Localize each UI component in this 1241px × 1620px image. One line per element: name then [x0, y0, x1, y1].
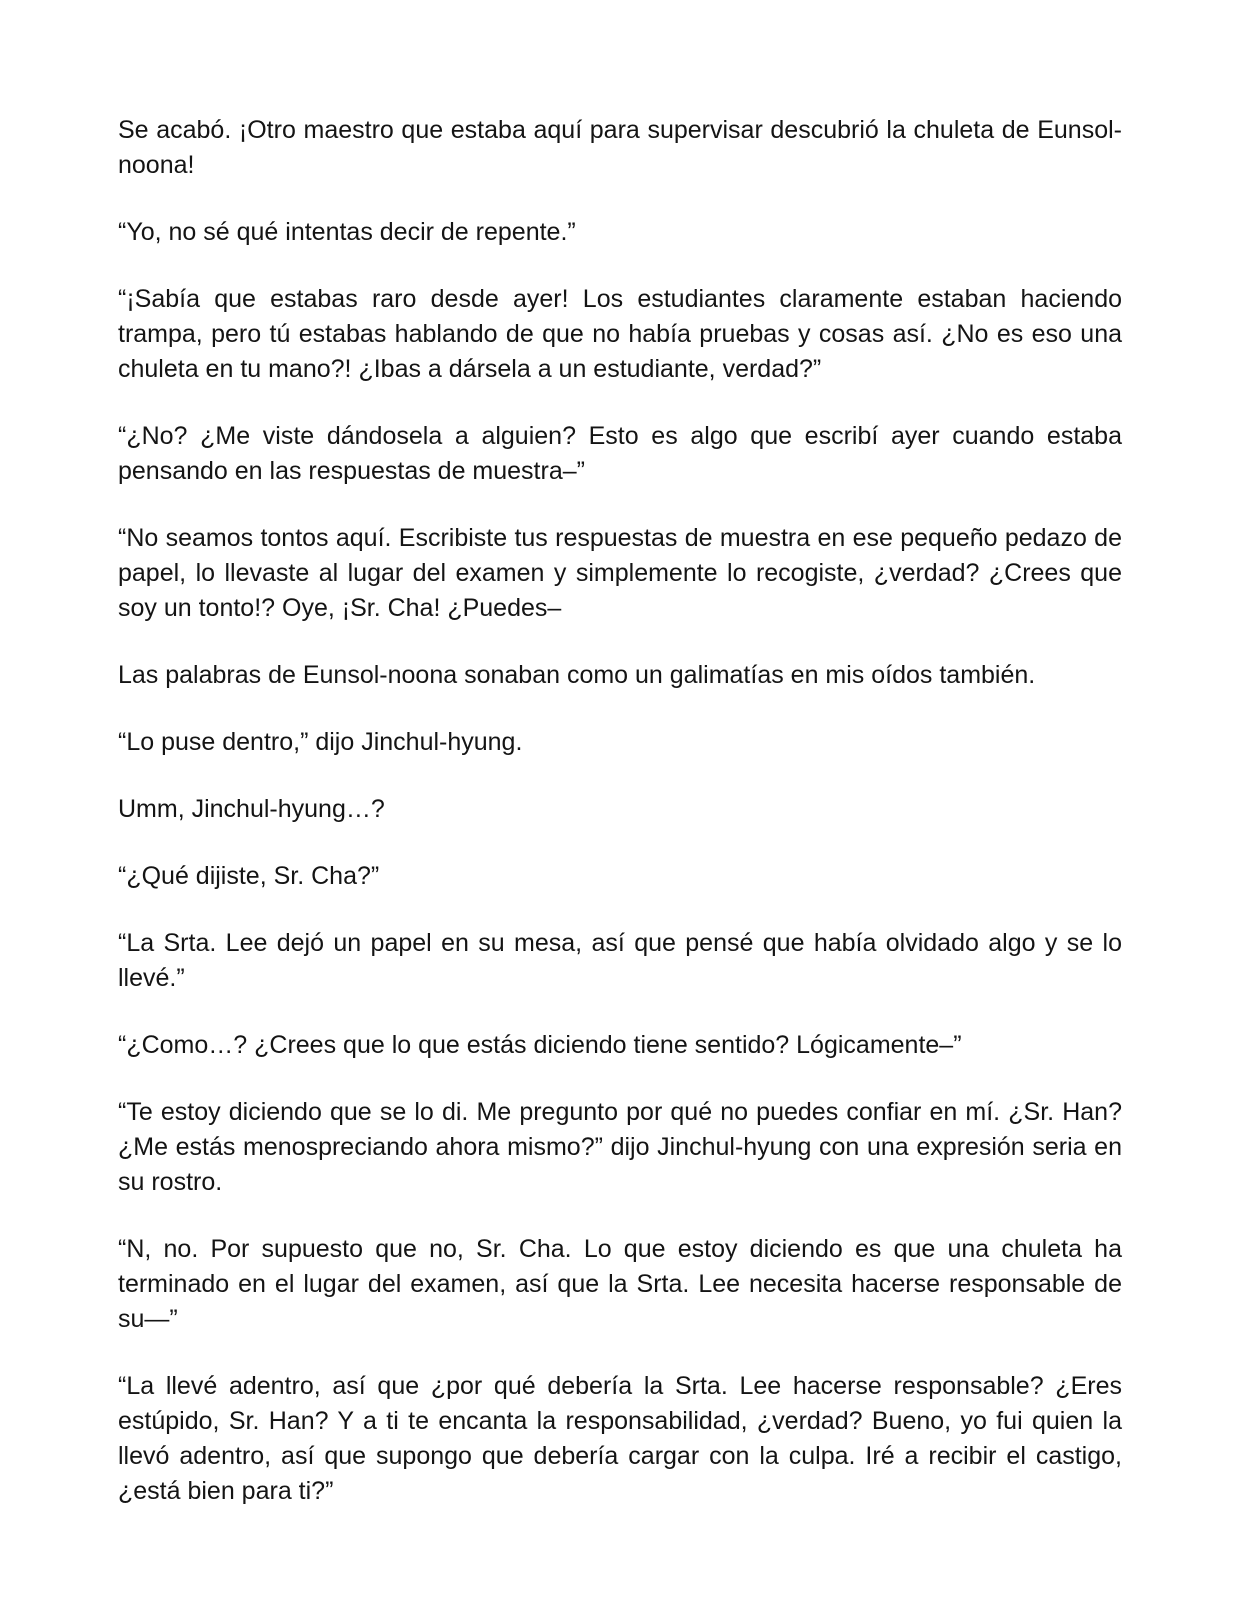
paragraph-4: “¿No? ¿Me viste dándosela a alguien? Esto es algo que escribí ayer cuando estaba pensando en las respuestas de muestra–” — [118, 422, 1122, 485]
paragraph-8: Umm, Jinchul-hyung…? — [118, 795, 385, 823]
paragraph-12: “Te estoy diciendo que se lo di. Me pregunto por qué no puedes confiar en mí. ¿Sr. Han? ¿Me estás menospreciando ahora mismo?” dijo Jinchul-hyung con una expresión seria en su rostro. — [118, 1098, 1122, 1196]
paragraph-2: “Yo, no sé qué intentas decir de repente.” — [118, 218, 576, 246]
paragraph-1: Se acabó. ¡Otro maestro que estaba aquí para supervisar descubrió la chuleta de Eunsol-noona! — [118, 116, 1122, 179]
paragraph-7: “Lo puse dentro,” dijo Jinchul-hyung. — [118, 728, 523, 756]
paragraph-13: “N, no. Por supuesto que no, Sr. Cha. Lo que estoy diciendo es que una chuleta ha terminado en el lugar del examen, así que la Srta. Lee necesita hacerse responsable de su—” — [118, 1235, 1122, 1333]
paragraph-5: “No seamos tontos aquí. Escribiste tus respuestas de muestra en ese pequeño pedazo de papel, lo llevaste al lugar del examen y simplemente lo recogiste, ¿verdad? ¿Crees que soy un tonto!? Oye, ¡Sr. Cha! ¿Puedes– — [118, 524, 1122, 622]
paragraph-11: “¿Como…? ¿Crees que lo que estás diciendo tiene sentido? Lógicamente–” — [118, 1031, 962, 1059]
paragraph-9: “¿Qué dijiste, Sr. Cha?” — [118, 862, 380, 890]
paragraph-6: Las palabras de Eunsol-noona sonaban como un galimatías en mis oídos también. — [118, 661, 1036, 689]
document-page — [118, 113, 1122, 1509]
paragraph-3: “¡Sabía que estabas raro desde ayer! Los estudiantes claramente estaban haciendo trampa, pero tú estabas hablando de que no había pruebas y cosas así. ¿No es eso una chuleta en tu mano?! ¿Ibas a dársela a un estudiante, verdad?” — [118, 285, 1122, 383]
paragraph-14: “La llevé adentro, así que ¿por qué debería la Srta. Lee hacerse responsable? ¿Eres estúpido, Sr. Han? Y a ti te encanta la responsabilidad, ¿verdad? Bueno, yo fui quien la llevó adentro, así que supongo que debería cargar con la culpa. Iré a recibir el castigo, ¿está bien para ti?” — [118, 1372, 1122, 1505]
paragraph-10: “La Srta. Lee dejó un papel en su mesa, así que pensé que había olvidado algo y se lo llevé.” — [118, 929, 1122, 992]
